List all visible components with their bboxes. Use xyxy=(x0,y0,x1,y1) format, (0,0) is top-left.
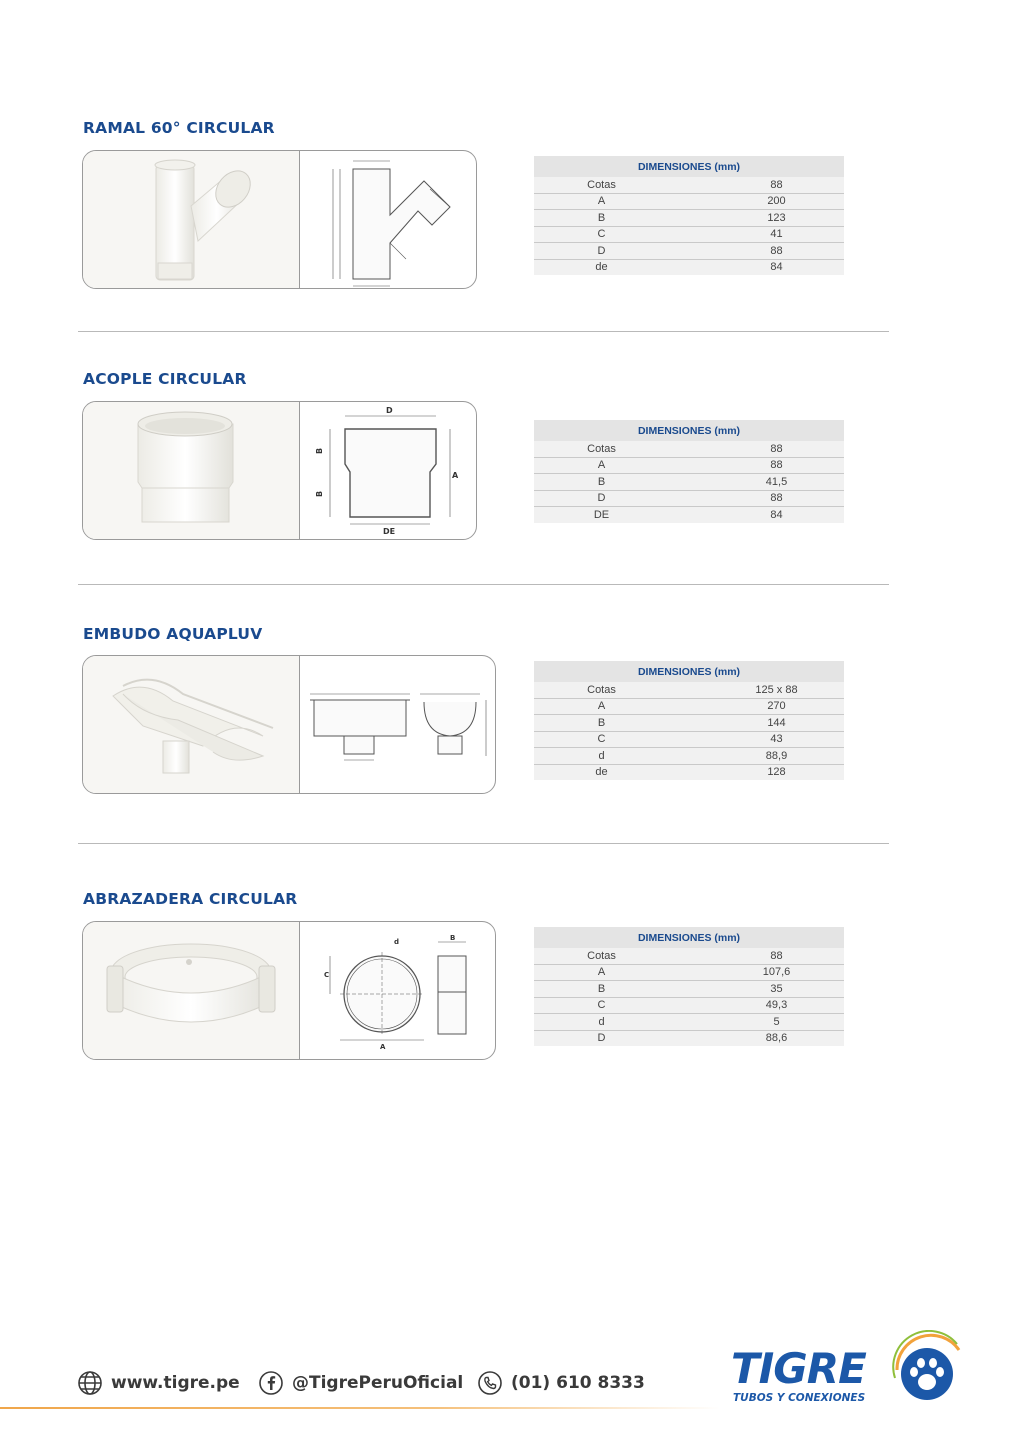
table-row: B 41,5 xyxy=(534,474,844,491)
drawing-label-a: A xyxy=(380,1043,386,1051)
abrazadera-photo xyxy=(83,922,299,1059)
facebook-icon xyxy=(258,1370,284,1396)
acople-technical-drawing xyxy=(300,402,476,539)
table-row: B 35 xyxy=(534,981,844,998)
globe-icon xyxy=(77,1370,103,1396)
section-separator xyxy=(78,843,889,844)
facebook-text: @TigrePeruOficial xyxy=(292,1373,464,1393)
table-row: D 88 xyxy=(534,490,844,507)
table-row: A 200 xyxy=(534,193,844,210)
drawing-label-d: D xyxy=(386,406,393,415)
drawing-label-de: DE xyxy=(383,527,396,536)
website-text: www.tigre.pe xyxy=(111,1373,240,1393)
table-row: DE 84 xyxy=(593,508,783,521)
table-row: D 88 xyxy=(534,243,844,260)
drawing-label-b: B xyxy=(450,934,456,942)
table-row: d 88,9 xyxy=(534,748,844,765)
product-card-embudo xyxy=(82,655,496,794)
phone-text: (01) 610 8333 xyxy=(511,1373,645,1393)
product-card-ramal xyxy=(82,150,477,289)
phone-icon xyxy=(477,1370,503,1396)
ramal-technical-drawing xyxy=(300,151,476,288)
table-header: DIMENSIONES (mm) xyxy=(534,420,844,441)
table-row: C 43 xyxy=(534,731,844,748)
drawing-label-c: C xyxy=(324,971,330,979)
table-row: A 270 xyxy=(534,698,844,715)
table-row: D 88,6 xyxy=(597,1032,788,1045)
section-separator xyxy=(78,331,889,332)
facebook-link[interactable] xyxy=(258,1370,463,1396)
footer-accent-line xyxy=(0,1407,720,1409)
table-row: Cotas 88 xyxy=(534,441,844,457)
drawing-label-b: B xyxy=(315,490,324,497)
embudo-photo xyxy=(83,656,299,793)
product-title-abrazadera: ABRAZADERA CIRCULAR xyxy=(83,890,298,908)
dimensions-table-embudo xyxy=(534,661,844,780)
embudo-technical-drawing xyxy=(300,656,495,793)
table-row: Cotas 125 x 88 xyxy=(534,682,844,698)
table-row: B 123 xyxy=(534,210,844,227)
drawing-label-a: A xyxy=(452,471,459,480)
dimensions-table-abrazadera xyxy=(534,927,844,1046)
drawing-label-b: B xyxy=(315,447,324,454)
section-separator xyxy=(78,584,889,585)
table-row: C 49,3 xyxy=(534,997,844,1014)
acople-photo xyxy=(83,402,299,539)
drawing-label-d: d xyxy=(394,938,400,946)
dimensions-table-ramal xyxy=(534,156,844,275)
table-row: de 84 xyxy=(595,261,783,274)
table-row: B 144 xyxy=(534,715,844,732)
table-row: Cotas 88 xyxy=(534,177,844,193)
logo-brand-text: TIGRE xyxy=(731,1344,866,1393)
product-title-ramal: RAMAL 60° CIRCULAR xyxy=(83,119,275,137)
table-row: de 128 xyxy=(595,766,786,779)
paw-logo-icon xyxy=(887,1330,967,1406)
table-row: C 41 xyxy=(534,226,844,243)
phone-link[interactable] xyxy=(477,1370,645,1396)
abrazadera-technical-drawing xyxy=(300,922,495,1059)
logo-tagline: TUBOS Y CONEXIONES xyxy=(733,1392,866,1404)
product-title-acople: ACOPLE CIRCULAR xyxy=(83,370,247,388)
product-title-embudo: EMBUDO AQUAPLUV xyxy=(83,625,263,643)
table-header: DIMENSIONES (mm) xyxy=(534,156,844,177)
table-row: Cotas 88 xyxy=(534,948,844,964)
product-card-acople xyxy=(82,401,477,540)
table-row: A 107,6 xyxy=(534,964,844,981)
table-header: DIMENSIONES (mm) xyxy=(534,661,844,682)
product-card-abrazadera xyxy=(82,921,496,1060)
dimensions-table-acople xyxy=(534,420,844,523)
ramal-photo xyxy=(83,151,299,288)
table-row: A 88 xyxy=(534,457,844,474)
table-row: d 5 xyxy=(534,1014,844,1031)
table-header: DIMENSIONES (mm) xyxy=(534,927,844,948)
website-link[interactable] xyxy=(77,1370,240,1396)
tigre-logo xyxy=(727,1330,967,1406)
